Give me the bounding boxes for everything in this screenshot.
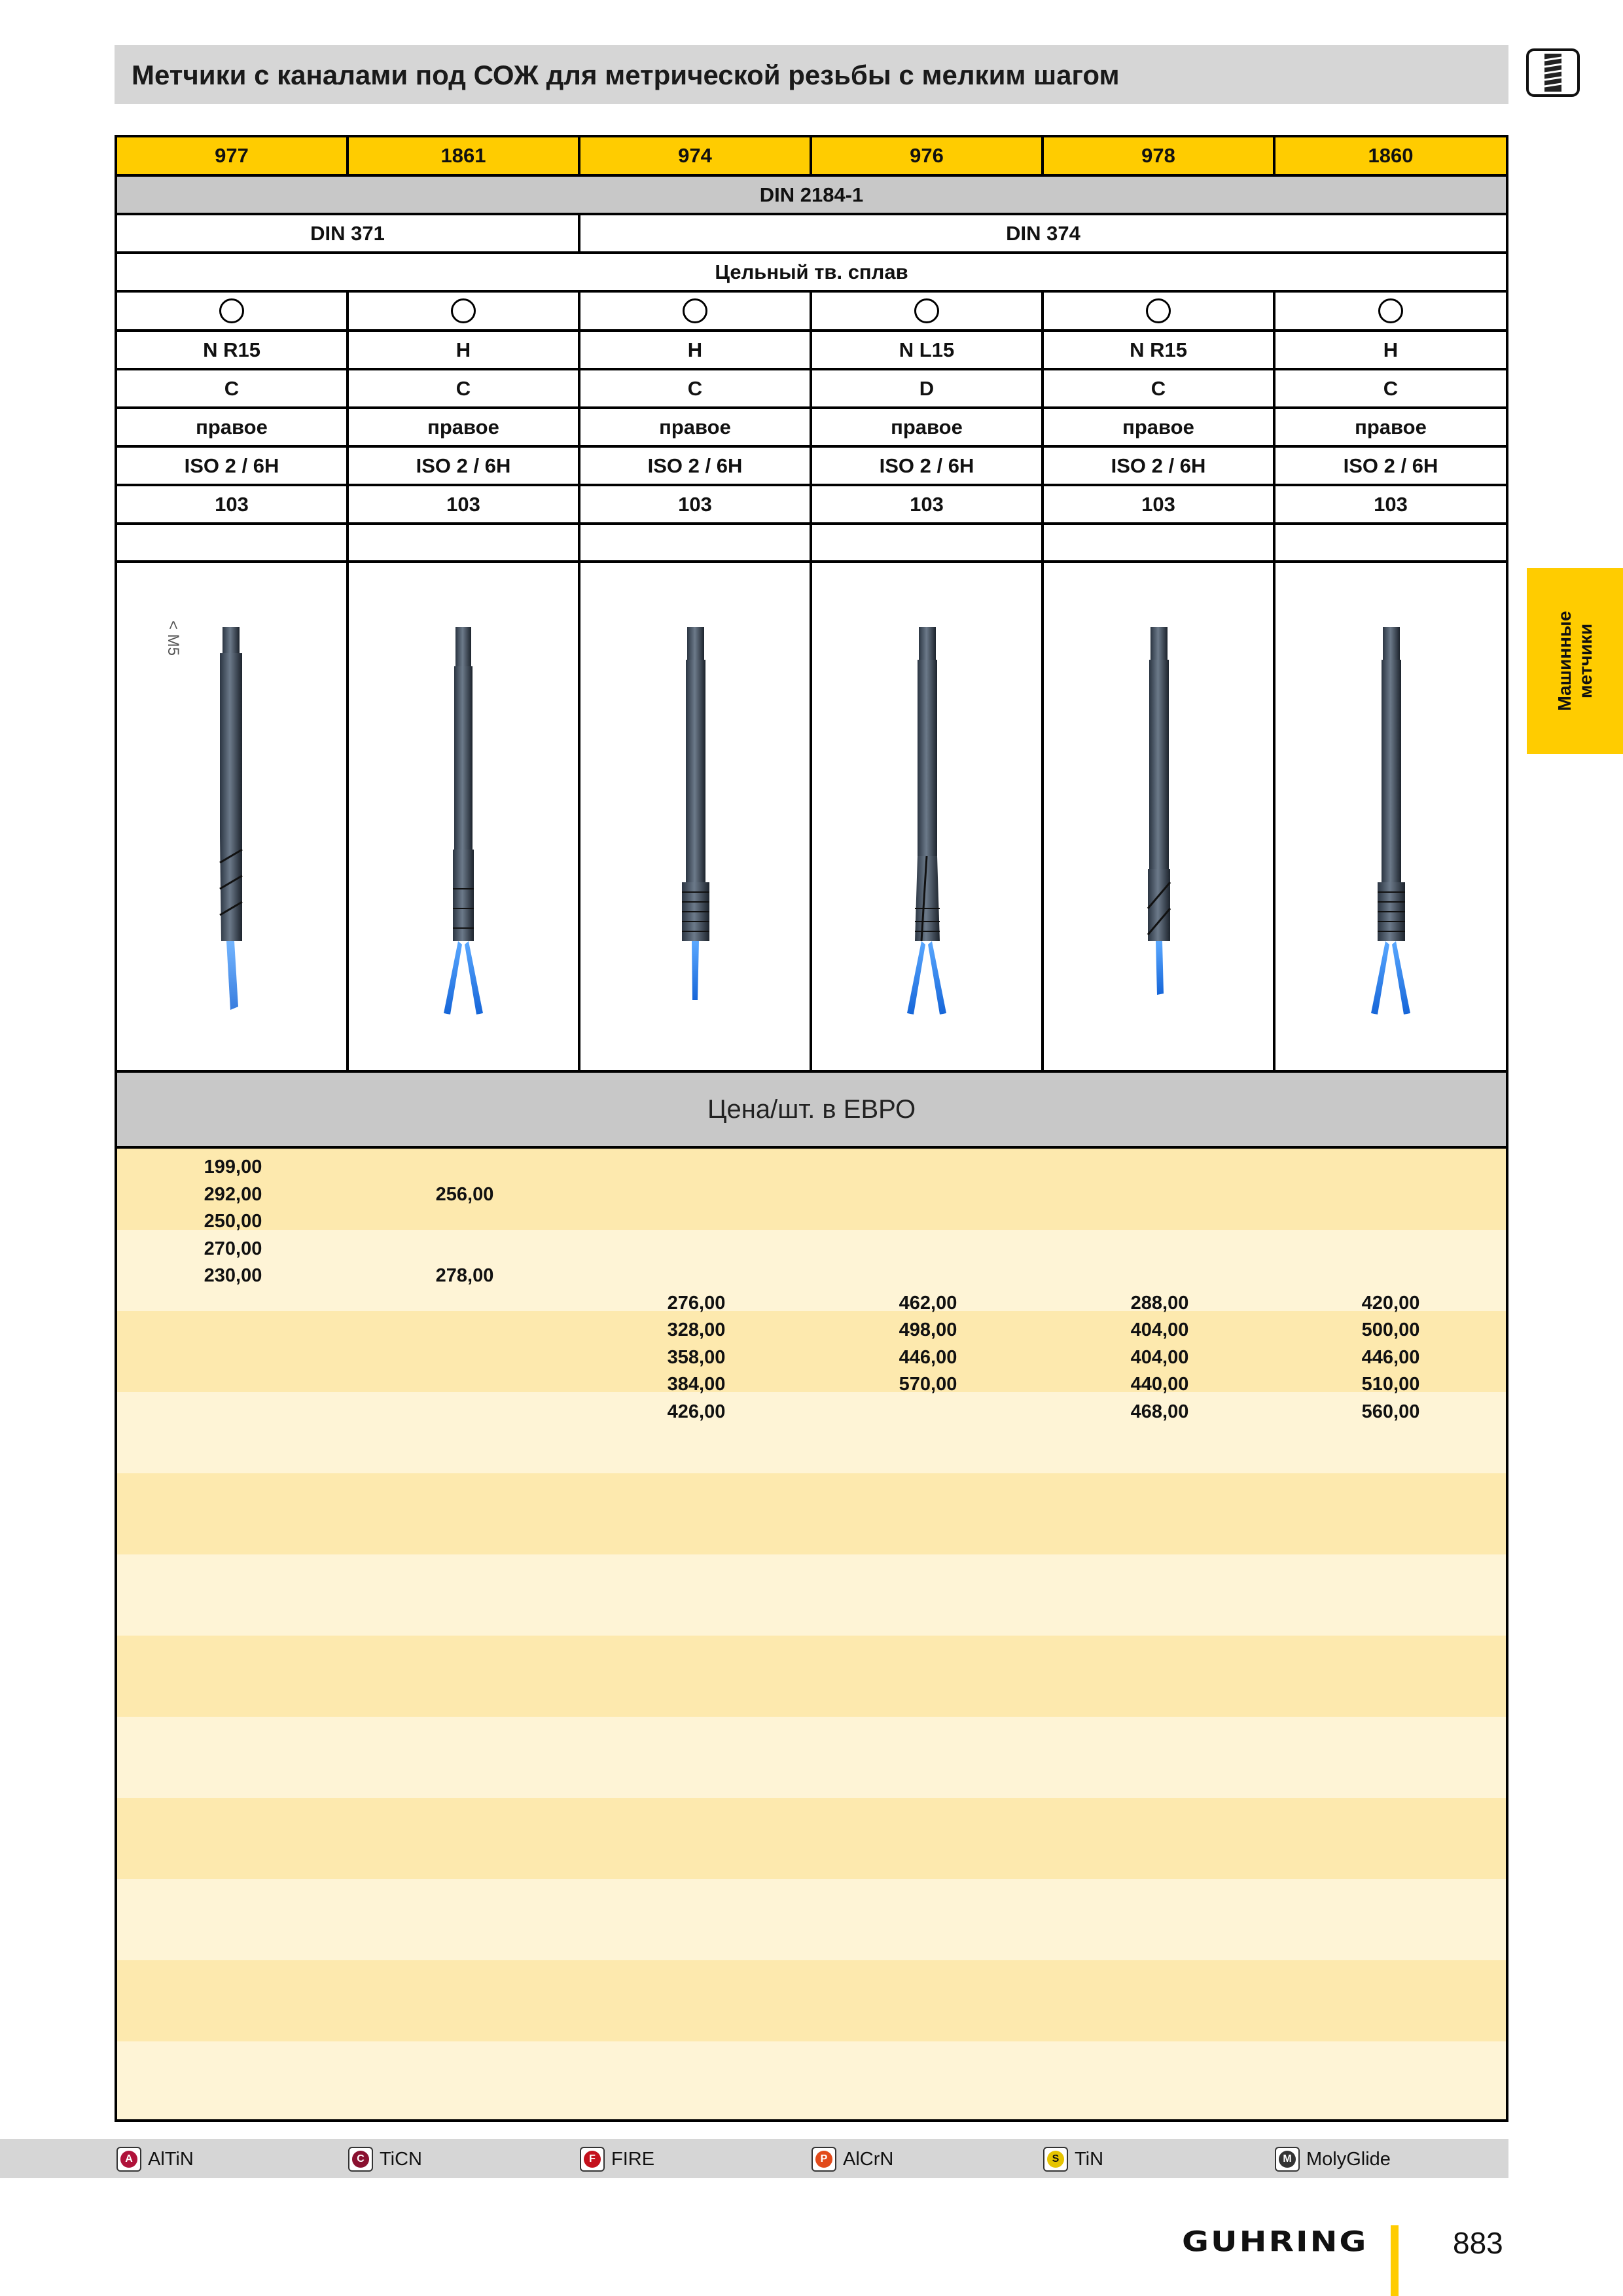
page-title: Метчики с каналами под СОЖ для метрической резьбы с мелким шагом xyxy=(132,60,1120,90)
price-value xyxy=(1044,1236,1275,1263)
molyglide-coating-icon xyxy=(1275,2147,1300,2172)
price-column-974 xyxy=(580,1154,812,1426)
din-row xyxy=(117,215,1506,254)
standard-row xyxy=(117,177,1506,215)
price-value: 404,00 xyxy=(1130,1346,1189,1368)
price-value xyxy=(812,1236,1044,1263)
article-cell: 1861 xyxy=(349,137,580,174)
price-value: 199,00 xyxy=(204,1157,262,1177)
price-column-976 xyxy=(812,1154,1044,1426)
type-cell: H xyxy=(349,332,580,368)
image-row xyxy=(117,563,1506,1073)
price-value xyxy=(580,1208,812,1236)
price-value xyxy=(812,1263,1044,1290)
article-cell: 974 xyxy=(580,137,812,174)
article-cell: 1860 xyxy=(1368,144,1414,167)
type-cell: N R15 xyxy=(117,332,349,368)
price-value xyxy=(1275,1208,1506,1236)
legend-label: FIRE xyxy=(611,2148,655,2170)
side-tab[interactable] xyxy=(1527,568,1623,754)
thread-tap-icon xyxy=(1525,46,1581,99)
legend-label: AlCrN xyxy=(843,2148,894,2170)
price-value: 446,00 xyxy=(899,1346,957,1368)
price-value: 292,00 xyxy=(204,1183,262,1205)
price-value: 288,00 xyxy=(1130,1292,1189,1314)
type-cell: N R15 xyxy=(1044,332,1275,368)
direction-cell: правое xyxy=(1044,409,1275,445)
price-area xyxy=(117,1149,1506,2119)
legend-dot: P xyxy=(815,2151,832,2168)
direction-cell: правое xyxy=(349,409,580,445)
price-value xyxy=(1044,1263,1275,1290)
tap-image-974 xyxy=(580,563,812,1070)
price-value xyxy=(349,1290,580,1318)
price-value xyxy=(349,1344,580,1372)
spiral-tap-icon xyxy=(192,601,271,1033)
legend-dot: S xyxy=(1047,2151,1064,2168)
din-371-cell: DIN 371 xyxy=(117,215,580,251)
price-value: 256,00 xyxy=(435,1183,494,1205)
legend-item-alcrn xyxy=(812,2147,893,2172)
legend-item-ticn xyxy=(348,2147,422,2172)
price-value: 270,00 xyxy=(204,1238,262,1259)
fire-coating-icon xyxy=(580,2147,605,2172)
price-column-1861 xyxy=(349,1154,580,1426)
form-cell: C xyxy=(349,370,580,406)
price-value: 426,00 xyxy=(667,1401,726,1422)
spiral-point-tap-icon xyxy=(887,601,966,1033)
page-ref-cell[interactable]: 103 xyxy=(117,486,349,522)
product-table xyxy=(115,135,1508,2122)
through-hole-icon xyxy=(1378,298,1403,323)
material-row xyxy=(117,254,1506,293)
tin-coating-icon xyxy=(1043,2147,1068,2172)
price-value xyxy=(1275,1181,1506,1209)
page-ref-cell[interactable]: 103 xyxy=(349,486,580,522)
price-value: 446,00 xyxy=(1361,1346,1420,1368)
form-cell: C xyxy=(1383,376,1399,400)
article-cell: 978 xyxy=(1044,137,1275,174)
direction-cell: правое xyxy=(580,409,812,445)
price-value xyxy=(580,1154,812,1181)
legend-item-molyglide xyxy=(1275,2147,1391,2172)
price-header xyxy=(117,1073,1506,1149)
tolerance-cell: ISO 2 / 6H xyxy=(349,448,580,484)
price-value xyxy=(1275,1263,1506,1290)
price-value xyxy=(349,1208,580,1236)
tap-image-976 xyxy=(812,563,1044,1070)
price-value: 358,00 xyxy=(667,1346,726,1368)
price-value: 468,00 xyxy=(1130,1401,1189,1422)
price-value xyxy=(349,1154,580,1181)
direction-cell: правое xyxy=(117,409,349,445)
price-value xyxy=(117,1317,349,1344)
din-374-cell: DIN 374 xyxy=(1006,221,1080,245)
price-value xyxy=(1275,1154,1506,1181)
form-cell: C xyxy=(117,370,349,406)
page-ref-row xyxy=(117,486,1506,525)
price-value: 560,00 xyxy=(1361,1401,1420,1422)
price-column-977 xyxy=(117,1154,349,1426)
price-value xyxy=(812,1154,1044,1181)
page-ref-cell[interactable]: 103 xyxy=(812,486,1044,522)
standard-cell: DIN 2184-1 xyxy=(759,183,864,206)
legend-dot: M xyxy=(1279,2151,1296,2168)
article-row xyxy=(117,137,1506,177)
price-value xyxy=(349,1236,580,1263)
footer-accent-bar xyxy=(1391,2225,1399,2296)
ticn-coating-icon xyxy=(348,2147,373,2172)
tolerance-row xyxy=(117,448,1506,486)
price-value xyxy=(580,1181,812,1209)
legend-label: TiCN xyxy=(380,2148,422,2170)
through-hole-icon xyxy=(914,298,939,323)
form-cell: C xyxy=(580,370,812,406)
side-tab-line: метчики xyxy=(1575,623,1596,699)
coating-legend xyxy=(0,2139,1508,2178)
side-tab-label xyxy=(1554,611,1596,711)
price-value xyxy=(812,1181,1044,1209)
direction-cell: правое xyxy=(812,409,1044,445)
page-ref-cell[interactable]: 103 xyxy=(1374,492,1408,516)
price-value: 462,00 xyxy=(899,1292,957,1314)
price-value xyxy=(812,1399,1044,1426)
price-value xyxy=(349,1371,580,1399)
title-bar xyxy=(115,45,1508,104)
price-value: 384,00 xyxy=(667,1374,726,1395)
type-cell: H xyxy=(580,332,812,368)
tap-image-978 xyxy=(1044,563,1275,1070)
direction-cell: правое xyxy=(1355,415,1427,439)
through-hole-icon xyxy=(451,298,476,323)
tap-image-1861 xyxy=(349,563,580,1070)
spiral-tap-icon xyxy=(1119,601,1198,1033)
price-value: 570,00 xyxy=(899,1374,957,1395)
type-row xyxy=(117,332,1506,370)
article-cell: 977 xyxy=(117,137,349,174)
price-value xyxy=(580,1236,812,1263)
tolerance-cell: ISO 2 / 6H xyxy=(117,448,349,484)
through-hole-icon xyxy=(1146,298,1171,323)
tolerance-cell: ISO 2 / 6H xyxy=(812,448,1044,484)
through-hole-row xyxy=(117,293,1506,332)
page-ref-cell[interactable]: 103 xyxy=(1044,486,1275,522)
form-cell: D xyxy=(812,370,1044,406)
legend-item-tin xyxy=(1043,2147,1103,2172)
legend-dot: F xyxy=(584,2151,601,2168)
price-value xyxy=(117,1371,349,1399)
alcrn-coating-icon xyxy=(812,2147,836,2172)
legend-label: MolyGlide xyxy=(1306,2148,1391,2170)
price-value: 510,00 xyxy=(1361,1374,1420,1395)
price-value: 498,00 xyxy=(899,1319,957,1340)
price-value: 500,00 xyxy=(1361,1319,1420,1340)
price-value: 328,00 xyxy=(667,1319,726,1340)
side-tab-line: Машинные xyxy=(1554,611,1575,711)
price-value: 276,00 xyxy=(667,1292,726,1314)
legend-label: AlTiN xyxy=(148,2148,194,2170)
price-value xyxy=(1044,1154,1275,1181)
brand-logo: GUHRING xyxy=(1182,2225,1368,2258)
size-annotation: < M5 xyxy=(164,620,182,656)
tolerance-cell: ISO 2 / 6H xyxy=(580,448,812,484)
price-value xyxy=(349,1399,580,1426)
price-value: 420,00 xyxy=(1361,1292,1420,1314)
through-hole-icon xyxy=(683,298,707,323)
tolerance-cell: ISO 2 / 6H xyxy=(1044,448,1275,484)
material-cell: Цельный тв. сплав xyxy=(715,260,908,283)
legend-dot: C xyxy=(352,2151,369,2168)
legend-item-fire xyxy=(580,2147,654,2172)
form-row xyxy=(117,370,1506,409)
empty-row xyxy=(117,525,1506,563)
through-hole-icon xyxy=(219,298,244,323)
form-cell: C xyxy=(1044,370,1275,406)
price-value xyxy=(580,1263,812,1290)
price-value xyxy=(1044,1181,1275,1209)
price-value xyxy=(117,1290,349,1318)
legend-item-altin xyxy=(116,2147,194,2172)
price-column-1860 xyxy=(1275,1154,1506,1426)
tolerance-cell: ISO 2 / 6H xyxy=(1343,454,1438,477)
straight-tap-icon xyxy=(656,601,734,1033)
article-cell: 976 xyxy=(812,137,1044,174)
straight-tap-icon xyxy=(424,601,503,1033)
price-value: 440,00 xyxy=(1130,1374,1189,1395)
price-value: 278,00 xyxy=(435,1265,494,1286)
legend-dot: A xyxy=(120,2151,137,2168)
altin-coating-icon xyxy=(116,2147,141,2172)
page-ref-cell[interactable]: 103 xyxy=(580,486,812,522)
price-value xyxy=(349,1317,580,1344)
price-value xyxy=(117,1399,349,1426)
price-value: 250,00 xyxy=(204,1211,262,1232)
price-value xyxy=(812,1208,1044,1236)
straight-tap-icon xyxy=(1351,601,1430,1033)
type-cell: N L15 xyxy=(812,332,1044,368)
price-value: 230,00 xyxy=(204,1265,262,1286)
tap-image-1860 xyxy=(1275,563,1506,1070)
direction-row xyxy=(117,409,1506,448)
page-number: 883 xyxy=(1453,2226,1503,2260)
price-value: 404,00 xyxy=(1130,1319,1189,1340)
price-value xyxy=(117,1344,349,1372)
type-cell: H xyxy=(1383,338,1399,361)
tap-image-977 xyxy=(117,563,349,1070)
price-value xyxy=(1044,1208,1275,1236)
price-value xyxy=(1275,1236,1506,1263)
price-column-978 xyxy=(1044,1154,1275,1426)
legend-label: TiN xyxy=(1075,2148,1104,2170)
price-header-label: Цена/шт. в ЕВРО xyxy=(707,1094,916,1124)
